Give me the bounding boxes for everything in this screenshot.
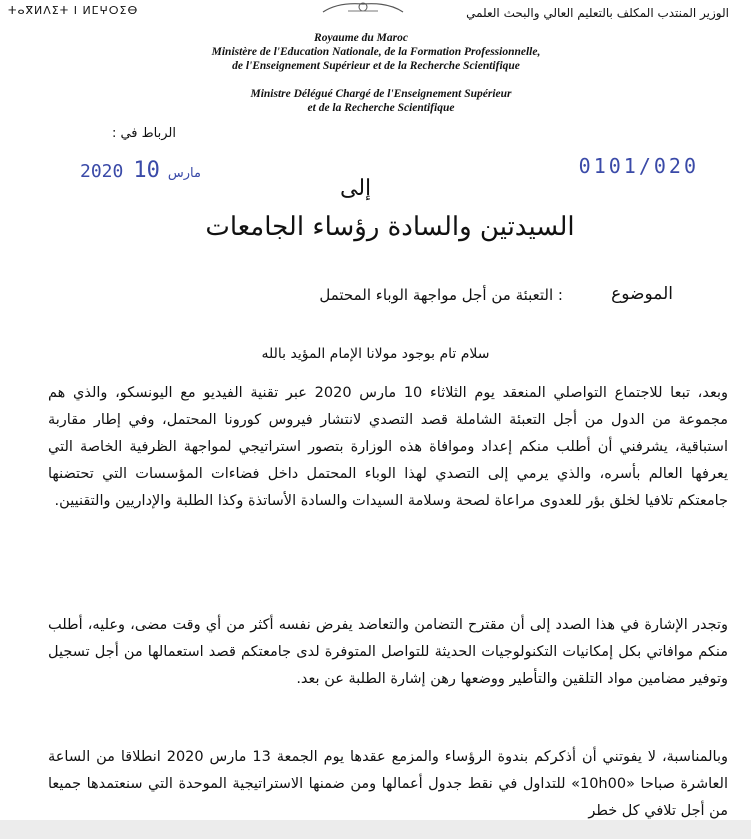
date-year: 2020	[80, 161, 124, 182]
delegate-minister-line: Ministre Délégué Chargé de l'Enseignement Supérieur	[250, 88, 512, 100]
subject-text: : التعبئة من أجل مواجهة الوباء المحتمل	[319, 286, 563, 304]
body-paragraph: وبعد، تبعا للاجتماع التواصلي المنعقد يوم الثلاثاء 10 مارس 2020 عبر تقنية الفيديو مع اليونسكو، والذي هم مجموعة من الدول من أجل التعبئة الشاملة قصد التصدي لانتشار فيروس كورونا المحتمل، وفي إطار مقاربة استباقية، يشرفني أن أطلب منكم إعداد وموافاة هذه الوزارة بتصور استراتيجي لمواجهة الظرفية الخاصة التي يعرفها العالم بأسره، والذي يرمي إلى التصدي لهذا الوباء المحتمل داخل فضاءات المؤسسات التي تحتضنها جامعتكم تلافيا لخلق بؤر للعدوى مراعاة لصحة وسلامة السيدات والسادة الأساتذة وكذا الطلبة والإداريين والتقنيين.	[48, 385, 729, 509]
arabic-ministry-header: الوزير المنتدب المكلف بالتعليم العالي والبحث العلمي	[466, 6, 729, 20]
scan-bottom-edge	[0, 820, 751, 839]
date-month: مارس	[167, 166, 201, 181]
reference-number: 0101/020	[578, 154, 699, 178]
royal-emblem-icon	[318, 0, 408, 14]
greeting: سلام تام بوجود مولانا الإمام المؤيد بالله	[261, 346, 490, 362]
body-paragraph: وبالمناسبة، لا يفوتني أن أذكركم بندوة الرؤساء والمزمع عقدها يوم الجمعة 13 مارس 2020 انطلاقا من الساعة العاشرة صباحا «10h00» للتداول في نقط جدول أعمالها ومن ضمنها الاستراتيجية الموحدة التي سنعتمدها جميعا من أجل تلافي كل خطر	[48, 749, 729, 819]
date-day: 10	[133, 158, 160, 183]
subject-label: الموضوع	[611, 284, 673, 304]
delegate-minister-line-2: et de la Recherche Scientifique	[307, 102, 455, 114]
kingdom-line: Royaume du Maroc	[314, 32, 408, 44]
addressee-recipients: السيدتين والسادة رؤساء الجامعات	[205, 212, 575, 242]
rabat-date-label: الرباط في :	[111, 126, 176, 141]
tifinagh-header: ⵜⴰⴳⵍⴷⵉⵜ ⵏ ⵍⵎⵖⵔⵉⴱ	[8, 4, 139, 17]
date-stamp	[80, 158, 209, 183]
body-paragraph: وتجدر الإشارة في هذا الصدد إلى أن مقترح التضامن والتعاضد يفرض نفسه أكثر من أي وقت مضى، وعليه، أطلب منكم موافاتي بكل إمكانيات التكنولوجيات الحديثة للتواصل المتوفرة لدى جامعتكم قصد استعمالها من أجل تسجيل وتوفير مضامين مواد التلقين والتأطير ووضعها رهن إشارة الطلبة عن بعد.	[48, 617, 728, 687]
ministry-line: Ministère de l'Education Nationale, de la Formation Professionnelle,	[211, 46, 541, 58]
ministry-line-2: de l'Enseignement Supérieur et de la Recherche Scientifique	[232, 60, 520, 72]
addressee-to: إلى	[340, 176, 372, 201]
